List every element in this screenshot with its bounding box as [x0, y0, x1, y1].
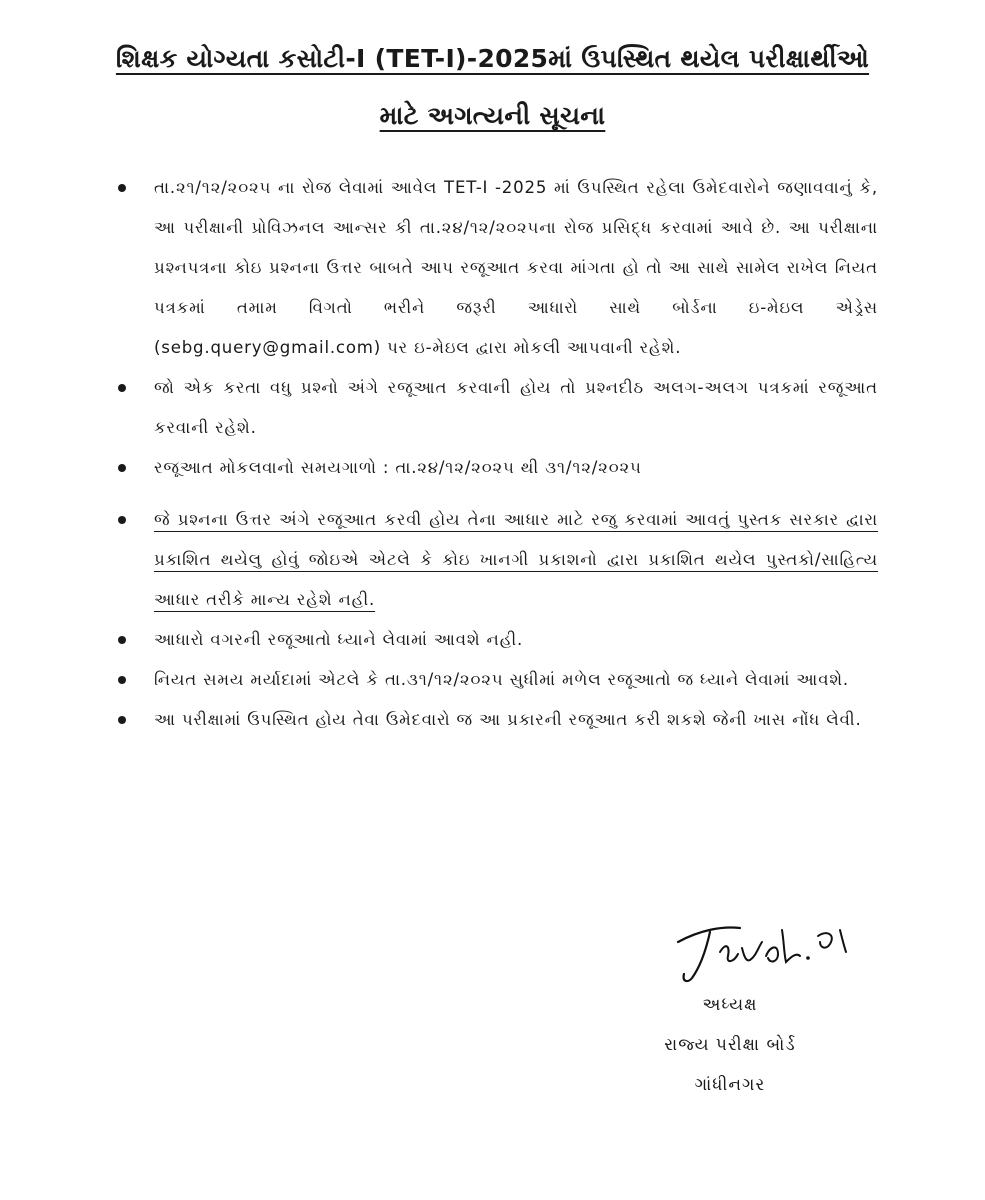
instruction-text: આ પરીક્ષામાં ઉપસ્થિત હોય તેવા ઉમેદવારો જ આ પ્રકારની રજૂઆત કરી શકશે જેની ખાસ નોંધ લેવી.: [154, 710, 862, 729]
bullet-icon: [118, 636, 126, 644]
instruction-text: રજૂઆત મોકલવાનો સમયગાળો : તા.૨૪/૧૨/૨૦૨૫ થી ૩૧/૧૨/૨૦૨૫: [154, 458, 642, 477]
notice-title-line-1: શિક્ષક યોગ્યતા કસોટી-I (TET-I)-2025માં ઉપસ્થિત થયેલ પરીક્ષાર્થીઓ: [115, 44, 870, 73]
instruction-text: જો એક કરતા વધુ પ્રશ્નો અંગે રજૂઆત કરવાની હોય તો પ્રશ્નદીઠ અલગ-અલગ પત્રકમાં રજૂઆત કરવાની રહેશે.: [154, 378, 878, 437]
handwritten-signature: [670, 912, 860, 990]
signatory-designation: અધ્યક્ષ: [702, 995, 758, 1015]
signature-block: [600, 985, 860, 1105]
instruction-text: આધારો વગરની રજૂઆતો ધ્યાને લેવામાં આવશે નહી.: [154, 630, 524, 649]
bullet-icon: [118, 464, 126, 472]
bullet-icon: [118, 676, 126, 684]
instruction-text: નિયત સમય મર્યાદામાં એટલે કે તા.૩૧/૧૨/૨૦૨૫ સુધીમાં મળેલ રજૂઆતો જ ધ્યાને લેવામાં આવશે.: [154, 670, 850, 689]
instruction-text: તા.૨૧/૧૨/૨૦૨૫ ના રોજ લેવામાં આવેલ TET-I -2025 માં ઉપસ્થિત રહેલા ઉમેદવારોને જણાવવાનું કે, આ પરીક્ષાની પ્રોવિઝનલ આન્સર કી તા.૨૪/૧૨/૨૦૨૫ના રોજ પ્રસિદ્ધ કરવામાં આવે છે. આ પરીક્ષાના પ્રશ્નપત્રના કોઇ પ્રશ્નના ઉત્તર બાબતે આપ રજૂઆત કરવા માંગતા હો તો આ સાથે સામેલ રાખેલ નિયત પત્રકમાં તમામ વિગતો ભરીને જરૂરી આધારો સાથે બોર્ડના ઇ-મેઇલ એડ્રેસ (sebg.query@gmail.com) પર ઇ-મેઇલ દ્વારા મોકલી આપવાની રહેશે.: [154, 178, 878, 357]
bullet-icon: [118, 184, 126, 192]
bullet-icon: [118, 516, 126, 524]
signatory-place: ગાંધીનગર: [694, 1075, 766, 1095]
instruction-item-5: [118, 620, 878, 660]
instruction-list: [118, 168, 878, 740]
instruction-item-4: [118, 500, 878, 620]
instruction-item-6: [118, 660, 878, 700]
bullet-icon: [118, 384, 126, 392]
instruction-item-2: [118, 368, 878, 448]
bullet-icon: [118, 716, 126, 724]
instruction-item-3: [118, 448, 878, 488]
notice-title-line-2: માટે અગત્યની સૂચના: [379, 101, 606, 130]
instruction-item-7: [118, 700, 878, 740]
instruction-item-1: [118, 168, 878, 368]
instruction-text: જે પ્રશ્નના ઉત્તર અંગે રજૂઆત કરવી હોય તેના આધાર માટે રજુ કરવામાં આવતું પુસ્તક સરકાર દ્વારા પ્રકાશિત થયેલુ હોવું જોઇએ એટલે કે કોઇ ખાનગી પ્રકાશનો દ્વારા પ્રકાશિત થયેલ પુસ્તકો/સાહિત્ય આધાર તરીકે માન્ય રહેશે નહી.: [154, 510, 878, 609]
signatory-organization: રાજ્ય પરીક્ષા બોર્ડ: [664, 1035, 796, 1055]
